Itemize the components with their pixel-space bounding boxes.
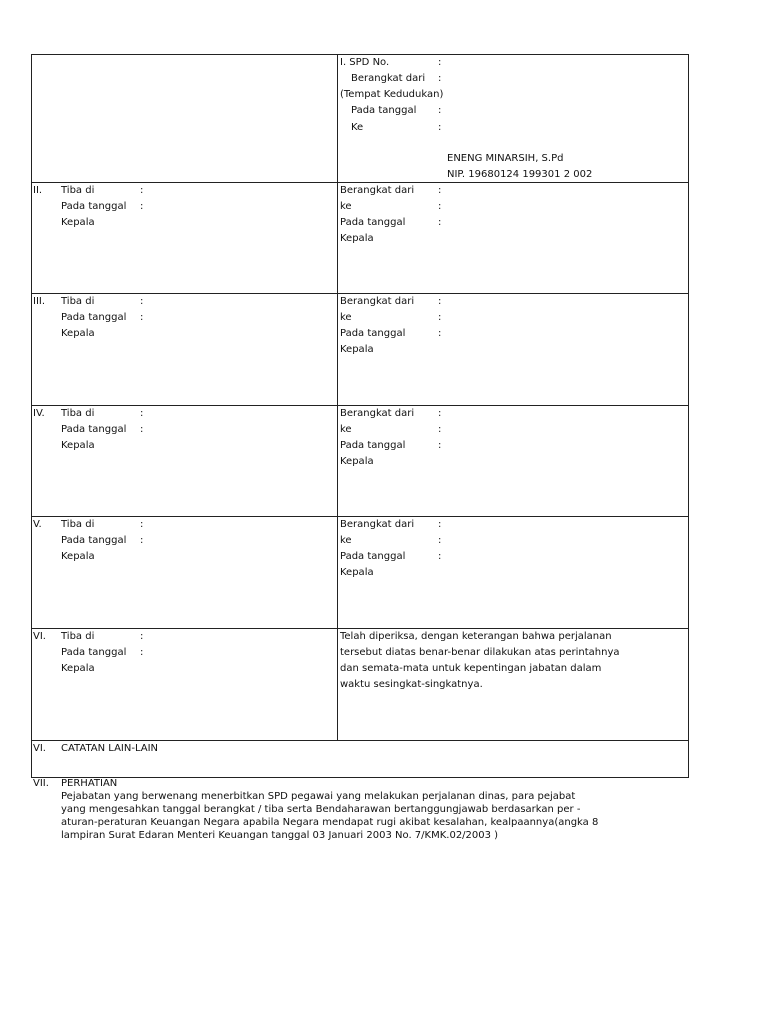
- kepala-label: Kepala: [61, 217, 95, 228]
- spd-no-label: I. SPD No.: [340, 57, 390, 68]
- tiba-di-colon: :: [140, 519, 144, 530]
- section-number: IV.: [33, 408, 45, 419]
- kepala-label: Kepala: [61, 328, 95, 339]
- berangkat-dari-colon: :: [438, 185, 442, 196]
- pada-tanggal-right-colon: :: [438, 551, 442, 562]
- attention-line: Pejabatan yang berwenang menerbitkan SPD pegawai yang melakukan perjalanan dinas, para pejabat: [61, 791, 576, 802]
- ke-label: Ke: [351, 122, 364, 133]
- berangkat-dari-label: Berangkat dari: [340, 408, 415, 419]
- ke-colon: :: [438, 122, 442, 133]
- tiba-di-label: Tiba di: [61, 631, 95, 642]
- pada-tanggal-right-colon: :: [438, 328, 442, 339]
- ke-colon: :: [438, 424, 442, 435]
- kepala-right-label: Kepala: [340, 567, 374, 578]
- berangkat-dari-label: Berangkat dari: [340, 185, 415, 196]
- pada-tanggal-right-label: Pada tanggal: [340, 440, 406, 451]
- berangkat-dari-colon: :: [438, 296, 442, 307]
- ke-colon: :: [438, 201, 442, 212]
- berangkat-dari-colon: :: [438, 519, 442, 530]
- ke-colon: :: [438, 312, 442, 323]
- signer-nip: NIP. 19680124 199301 2 002: [447, 169, 593, 180]
- attention-line: lampiran Surat Edaran Menteri Keuangan tanggal 03 Januari 2003 No. 7/KMK.02/2003 ): [61, 830, 499, 841]
- pada-tanggal-colon: :: [140, 535, 144, 546]
- attention-number: VII.: [33, 778, 49, 789]
- verification-line: waktu sesingkat-singkatnya.: [340, 679, 483, 690]
- attention-line: yang mengesahkan tanggal berangkat / tiba serta Bendaharawan bertanggungjawab berdasarkan per -: [61, 804, 581, 815]
- kepala-label: Kepala: [61, 440, 95, 451]
- section-number: II.: [33, 185, 43, 196]
- tiba-di-label: Tiba di: [61, 296, 95, 307]
- berangkat-dari-label: Berangkat dari: [340, 519, 415, 530]
- tiba-di-colon: :: [140, 408, 144, 419]
- verification-line: Telah diperiksa, dengan keterangan bahwa perjalanan: [340, 631, 612, 642]
- ke-label: ke: [340, 424, 352, 435]
- section-number: V.: [33, 519, 42, 530]
- kepala-right-label: Kepala: [340, 456, 374, 467]
- attention-line: aturan-peraturan Keuangan Negara apabila Negara mendapat rugi akibat kesalahan, kealpaannya(angka 8: [61, 817, 599, 828]
- tiba-di-colon: :: [140, 296, 144, 307]
- kepala-label: Kepala: [61, 551, 95, 562]
- berangkat-dari-label: Berangkat dari: [351, 73, 426, 84]
- ke-label: ke: [340, 201, 352, 212]
- kepala-right-label: Kepala: [340, 233, 374, 244]
- tempat-kedudukan-label: (Tempat Kedudukan): [340, 89, 444, 100]
- kepala-label: Kepala: [61, 663, 95, 674]
- section-number: VI.: [33, 631, 46, 642]
- ke-label: ke: [340, 312, 352, 323]
- pada-tanggal-label: Pada tanggal: [61, 312, 127, 323]
- pada-tanggal-right-label: Pada tanggal: [340, 217, 406, 228]
- berangkat-dari-colon: :: [438, 73, 442, 84]
- tiba-di-colon: :: [140, 185, 144, 196]
- pada-tanggal-colon: :: [140, 424, 144, 435]
- center-divider: [337, 54, 338, 741]
- pada-tanggal-colon: :: [140, 312, 144, 323]
- pada-tanggal-label: Pada tanggal: [61, 535, 127, 546]
- pada-tanggal-colon: :: [438, 105, 442, 116]
- berangkat-dari-label: Berangkat dari: [340, 296, 415, 307]
- pada-tanggal-label: Pada tanggal: [61, 647, 127, 658]
- tiba-di-label: Tiba di: [61, 408, 95, 419]
- section-number: III.: [33, 296, 46, 307]
- pada-tanggal-label: Pada tanggal: [61, 201, 127, 212]
- ke-colon: :: [438, 535, 442, 546]
- pada-tanggal-right-colon: :: [438, 440, 442, 451]
- tiba-di-label: Tiba di: [61, 519, 95, 530]
- spd-no-colon: :: [438, 57, 442, 68]
- pada-tanggal-label: Pada tanggal: [61, 424, 127, 435]
- notes-label: CATATAN LAIN-LAIN: [61, 743, 159, 754]
- tiba-di-colon: :: [140, 631, 144, 642]
- pada-tanggal-colon: :: [140, 201, 144, 212]
- ke-label: ke: [340, 535, 352, 546]
- pada-tanggal-colon: :: [140, 647, 144, 658]
- tiba-di-label: Tiba di: [61, 185, 95, 196]
- berangkat-dari-colon: :: [438, 408, 442, 419]
- kepala-right-label: Kepala: [340, 344, 374, 355]
- pada-tanggal-right-label: Pada tanggal: [340, 328, 406, 339]
- notes-number: VI.: [33, 743, 46, 754]
- pada-tanggal-label: Pada tanggal: [351, 105, 417, 116]
- pada-tanggal-right-colon: :: [438, 217, 442, 228]
- verification-line: dan semata-mata untuk kepentingan jabatan dalam: [340, 663, 602, 674]
- attention-title: PERHATIAN: [61, 778, 118, 789]
- pada-tanggal-right-label: Pada tanggal: [340, 551, 406, 562]
- verification-line: tersebut diatas benar-benar dilakukan atas perintahnya: [340, 647, 620, 658]
- signer-name: ENENG MINARSIH, S.Pd: [447, 153, 564, 164]
